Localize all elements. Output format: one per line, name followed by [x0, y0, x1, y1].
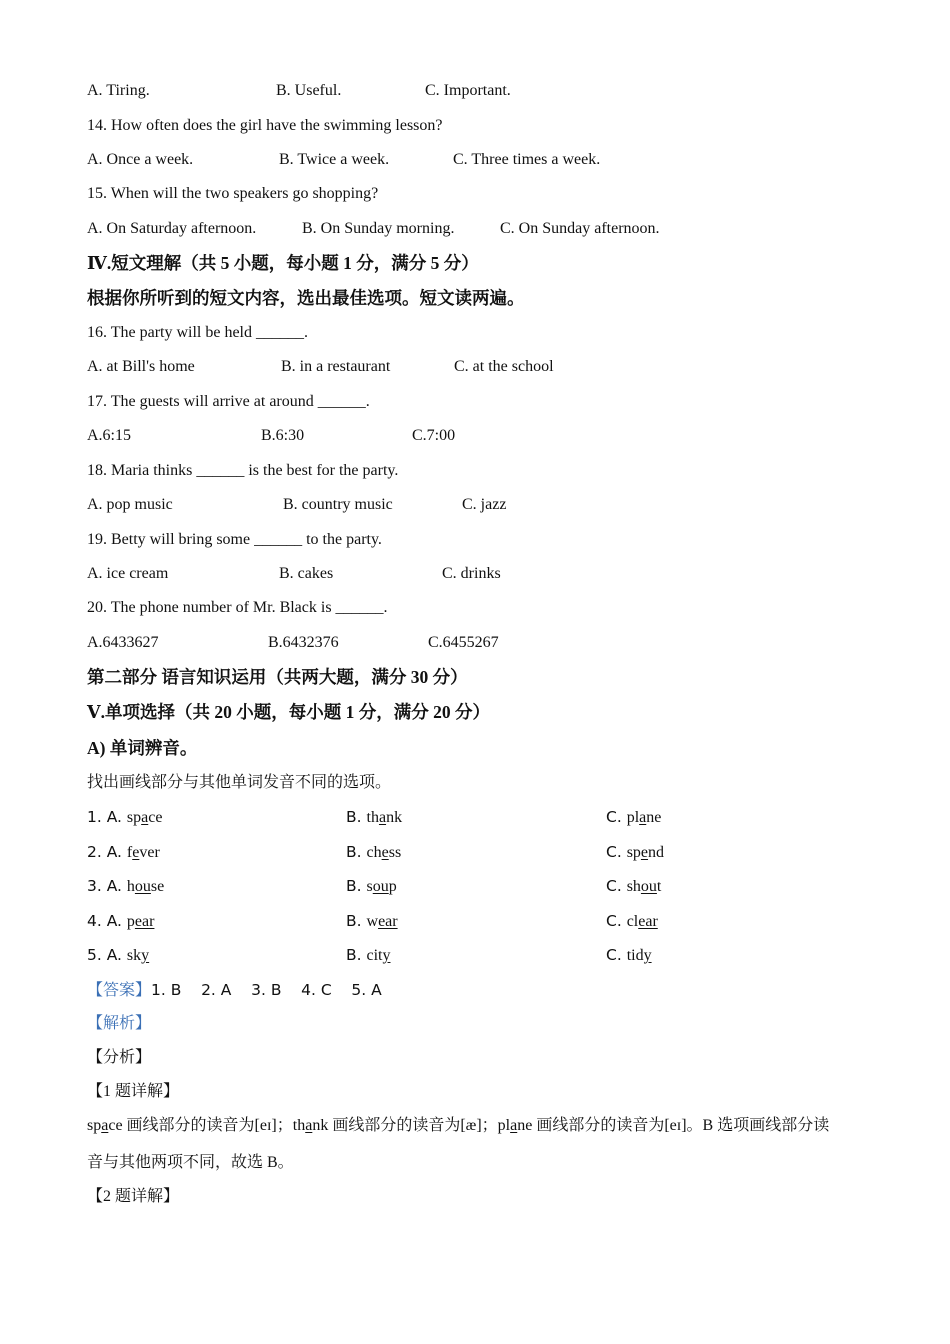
q20-option-a: A.6433627: [87, 634, 159, 651]
detail1-line1: [87, 1116, 829, 1136]
q14-option-c: C. Three times a week.: [453, 151, 601, 168]
q19-option-c: C. drinks: [442, 565, 501, 582]
option-label: B.: [346, 946, 367, 964]
q16-option-c: C. at the school: [454, 358, 554, 375]
option-label: 1. A.: [87, 808, 127, 826]
q17-stem: 17. The guests will arrive at around ______.: [87, 393, 370, 410]
phonics-q3-option-b: [346, 876, 397, 897]
section4-instruction: 根据你所听到的短文内容，选出最佳选项。短文读两遍。: [87, 288, 525, 308]
q19-stem: 19. Betty will bring some ______ to the party.: [87, 531, 382, 548]
section5-heading: Ⅴ.单项选择（共 20 小题，每小题 1 分，满分 20 分）: [87, 702, 490, 722]
q16-option-a: A. at Bill's home: [87, 358, 195, 375]
detail2-tag: 【2 题详解】: [87, 1188, 180, 1205]
q13-option-a: A. Tiring.: [87, 82, 150, 99]
q18-option-c: C. jazz: [462, 496, 507, 513]
phonics-q1-option-c: [606, 807, 661, 828]
option-label: C.: [606, 912, 627, 930]
section5-instruction: 找出画线部分与其他单词发音不同的选项。: [87, 774, 392, 791]
detail1-word-space: space: [87, 1117, 123, 1134]
answer-text: 1. B 2. A 3. B 4. C 5. A: [151, 981, 382, 999]
phonics-q4-option-a: [87, 911, 154, 932]
q17-option-a: A.6:15: [87, 427, 131, 444]
phonics-q1-option-a: [87, 807, 162, 828]
detail1-text-3: 画线部分的读音为[eɪ]。B 选项画线部分读: [532, 1117, 830, 1134]
answer-line: [87, 980, 382, 1001]
q14-option-a: A. Once a week.: [87, 151, 194, 168]
q14-option-b: B. Twice a week.: [279, 151, 390, 168]
detail1-tag: 【1 题详解】: [87, 1083, 180, 1100]
q16-option-b: B. in a restaurant: [281, 358, 391, 375]
option-label: 5. A.: [87, 946, 127, 964]
section4-heading: Ⅳ.短文理解（共 5 小题，每小题 1 分，满分 5 分）: [87, 253, 479, 273]
phonics-q5-option-c: [606, 945, 652, 966]
option-label: B.: [346, 843, 367, 861]
phonics-q3-option-a: [87, 876, 164, 897]
q20-option-b: B.6432376: [268, 634, 339, 651]
section5-subheading: A) 单词辨音。: [87, 738, 198, 758]
option-label: C.: [606, 946, 627, 964]
q15-option-b: B. On Sunday morning.: [302, 220, 455, 237]
q19-option-b: B. cakes: [279, 565, 334, 582]
option-word: soup: [366, 878, 397, 895]
q17-option-b: B.6:30: [261, 427, 305, 444]
q17-option-c: C.7:00: [412, 427, 456, 444]
option-word: house: [126, 878, 165, 895]
q16-stem: 16. The party will be held ______.: [87, 324, 308, 341]
phonics-q2-option-c: [606, 842, 664, 863]
q18-option-b: B. country music: [283, 496, 393, 513]
q14-stem: 14. How often does the girl have the swimming lesson?: [87, 117, 443, 134]
part2-heading: 第二部分 语言知识运用（共两大题，满分 30 分）: [87, 667, 468, 687]
detail1-text-1: 画线部分的读音为[eɪ]；: [122, 1117, 293, 1134]
phonics-q1-option-b: [346, 807, 402, 828]
q19-option-a: A. ice cream: [87, 565, 169, 582]
answer-tag: 【答案】: [87, 982, 152, 999]
option-label: 4. A.: [87, 912, 127, 930]
detail1-word-plane: plane: [497, 1117, 533, 1134]
analysis-tag: 【解析】: [87, 1015, 152, 1032]
option-label: B.: [346, 912, 367, 930]
option-label: B.: [346, 808, 367, 826]
phonics-q4-option-c: [606, 911, 658, 932]
option-word: fever: [126, 844, 160, 861]
q20-stem: 20. The phone number of Mr. Black is ______.: [87, 599, 388, 616]
q15-option-a: A. On Saturday afternoon.: [87, 220, 257, 237]
phonics-q5-option-a: [87, 945, 149, 966]
option-label: C.: [606, 808, 627, 826]
phonics-q2-option-a: [87, 842, 160, 863]
option-word: clear: [626, 913, 658, 930]
q18-stem: 18. Maria thinks ______ is the best for the party.: [87, 462, 399, 479]
option-label: 3. A.: [87, 877, 127, 895]
option-label: C.: [606, 877, 627, 895]
option-word: shout: [626, 878, 662, 895]
option-word: city: [366, 947, 391, 964]
q13-option-b: B. Useful.: [276, 82, 342, 99]
option-word: sky: [126, 947, 150, 964]
detail1-text-2: 画线部分的读音为[æ]；: [328, 1117, 498, 1134]
phonics-q5-option-b: [346, 945, 391, 966]
fenxi-tag: 【分析】: [87, 1049, 152, 1066]
option-word: pear: [126, 913, 155, 930]
option-label: 2. A.: [87, 843, 127, 861]
detail1-word-thank: thank: [292, 1117, 329, 1134]
q18-option-a: A. pop music: [87, 496, 173, 513]
detail1-line2: 音与其他两项不同，故选 B。: [87, 1154, 294, 1171]
q20-option-c: C.6455267: [428, 634, 499, 651]
q15-option-c: C. On Sunday afternoon.: [500, 220, 660, 237]
phonics-q4-option-b: [346, 911, 398, 932]
option-word: plane: [626, 809, 662, 826]
option-word: tidy: [626, 947, 652, 964]
option-word: thank: [366, 809, 403, 826]
phonics-q2-option-b: [346, 842, 401, 863]
option-label: B.: [346, 877, 367, 895]
option-word: spend: [626, 844, 665, 861]
option-word: space: [126, 809, 163, 826]
q13-option-c: C. Important.: [425, 82, 511, 99]
option-word: wear: [366, 913, 398, 930]
option-label: C.: [606, 843, 627, 861]
option-word: chess: [366, 844, 402, 861]
phonics-q3-option-c: [606, 876, 661, 897]
q15-stem: 15. When will the two speakers go shopping?: [87, 185, 379, 202]
